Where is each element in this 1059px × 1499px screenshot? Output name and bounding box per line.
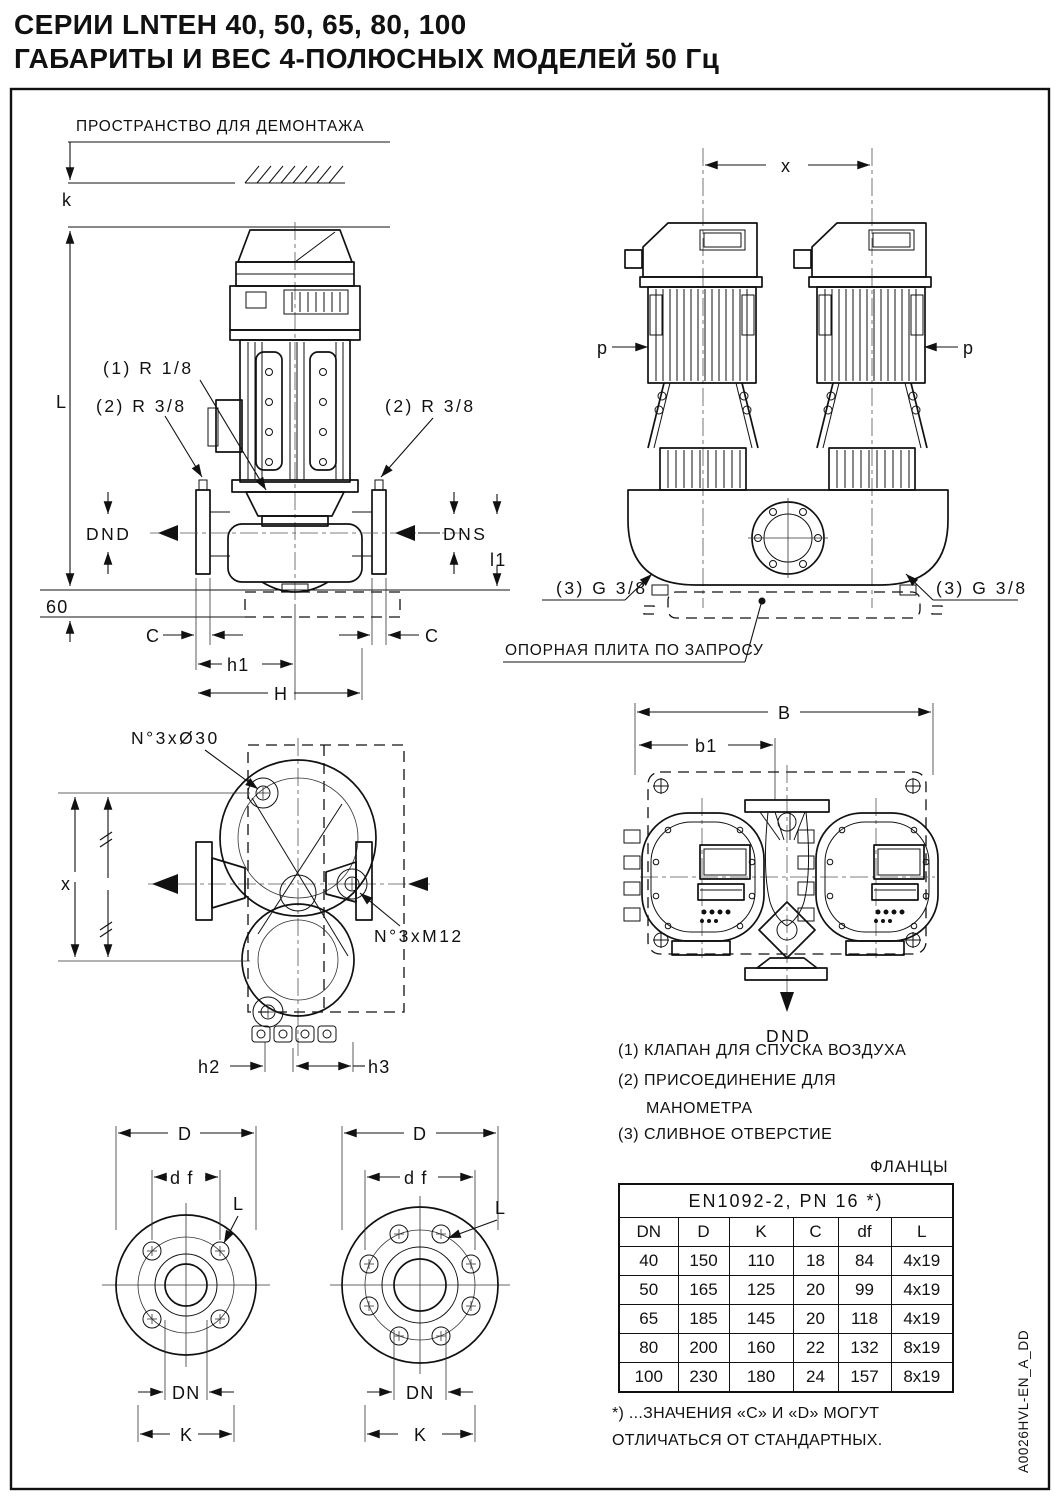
dim-c-right-label: C <box>425 626 440 646</box>
cell: 50 <box>619 1276 678 1305</box>
dnd-direction-arrow <box>780 992 794 1012</box>
motor-head-top <box>624 813 764 955</box>
flange-8holes-drawing <box>330 1124 510 1445</box>
cell: 165 <box>678 1276 729 1305</box>
table-row <box>619 1363 953 1393</box>
cell: 230 <box>678 1363 729 1393</box>
col-header-c: C <box>793 1218 838 1247</box>
disassembly-space-label: ПРОСТРАНСТВО ДЛЯ ДЕМОНТАЖА <box>76 118 365 135</box>
flange4-dim-DN: DN <box>172 1383 201 1403</box>
dim-h3-label: h3 <box>368 1057 391 1077</box>
flow-arrow-right <box>408 877 428 891</box>
cell: 18 <box>793 1247 838 1276</box>
cable-glands <box>252 1026 336 1042</box>
dnd-top-label: DND <box>766 1026 812 1046</box>
gauge-port-right-label: (2) R 3/8 <box>385 396 476 416</box>
flange8-dim-K: K <box>414 1425 428 1445</box>
cell: 40 <box>619 1247 678 1276</box>
flange8-dim-DN: DN <box>406 1383 435 1403</box>
front-view-drawing <box>503 148 1028 662</box>
flange8-dim-df: d f <box>404 1168 428 1188</box>
dim-h1-label: h1 <box>227 655 250 675</box>
cell: 22 <box>793 1334 838 1363</box>
dnd-label: DND <box>86 524 132 544</box>
cell: 100 <box>619 1363 678 1393</box>
cell: 4x19 <box>891 1305 953 1334</box>
dim-60-label: 60 <box>46 597 69 617</box>
flange-table-title: EN1092-2, PN 16 *) <box>619 1184 953 1218</box>
flange-table-container <box>618 1183 954 1393</box>
dim-H-label: H <box>274 684 289 704</box>
baseplate-outline <box>668 592 920 618</box>
dim-x-label: x <box>781 156 792 176</box>
hatch-area <box>245 166 343 183</box>
studs-note-label: N°3xM12 <box>374 926 464 946</box>
col-header-l: L <box>891 1218 953 1247</box>
drain-left-label: (3) G 3/8 <box>556 578 648 598</box>
dim-B-label: B <box>778 703 792 723</box>
cell: 8x19 <box>891 1334 953 1363</box>
dns-label: DNS <box>443 524 488 544</box>
cell: 84 <box>838 1247 891 1276</box>
cell: 200 <box>678 1334 729 1363</box>
cell: 8x19 <box>891 1363 953 1393</box>
flow-arrow-left <box>152 874 178 894</box>
page-title-line1: СЕРИИ LNTEH 40, 50, 65, 80, 100 <box>14 9 467 40</box>
dim-p-left-label: p <box>597 338 609 358</box>
col-header-df: df <box>838 1218 891 1247</box>
legend-item-2: (2) ПРИСОЕДИНЕНИЕ ДЛЯ <box>618 1072 837 1089</box>
counterflange-circles <box>248 778 367 1027</box>
dim-k-label: k <box>62 190 73 210</box>
footnote-line2: ОТЛИЧАТЬСЯ ОТ СТАНДАРТНЫХ. <box>612 1432 883 1450</box>
cell: 24 <box>793 1363 838 1393</box>
flange4-dim-L: L <box>233 1194 245 1214</box>
cell: 110 <box>729 1247 793 1276</box>
dim-h2-label: h2 <box>198 1057 221 1077</box>
dim-L-label: L <box>56 392 68 412</box>
table-row <box>619 1334 953 1363</box>
cell: 157 <box>838 1363 891 1393</box>
flange-4holes-drawing <box>102 1124 270 1445</box>
flange-table <box>618 1183 954 1393</box>
cell: 118 <box>838 1305 891 1334</box>
flange4-dim-K: K <box>180 1425 194 1445</box>
drain-right-label: (3) G 3/8 <box>936 578 1028 598</box>
flange4-dim-df: d f <box>170 1168 194 1188</box>
legend-item-3: (3) СЛИВНОЕ ОТВЕРСТИЕ <box>618 1126 833 1143</box>
cell: 4x19 <box>891 1276 953 1305</box>
side-view-drawing <box>40 118 510 704</box>
cell: 20 <box>793 1276 838 1305</box>
cell: 20 <box>793 1305 838 1334</box>
vent-port-label: (1) R 1/8 <box>103 358 194 378</box>
top-view-unit-drawing <box>624 703 938 1046</box>
flange4-dim-D: D <box>178 1124 193 1144</box>
top-view-pump-drawing <box>58 728 464 1077</box>
cell: 150 <box>678 1247 729 1276</box>
legend-item-2b: МАНОМЕТРА <box>646 1100 753 1117</box>
table-row <box>619 1276 953 1305</box>
cell: 185 <box>678 1305 729 1334</box>
col-header-k: K <box>729 1218 793 1247</box>
footnote-line1: *) ...ЗНАЧЕНИЯ «C» И «D» МОГУТ <box>612 1405 880 1422</box>
dim-b1-label: b1 <box>695 736 718 756</box>
baseplate-note-label: ОПОРНАЯ ПЛИТА ПО ЗАПРОСУ <box>505 642 764 659</box>
dim-l1-label: l1 <box>490 550 507 570</box>
cell: 180 <box>729 1363 793 1393</box>
document-code: A0026HVL-EN_A_DD <box>1016 1329 1031 1473</box>
dim-c-left-label: C <box>146 626 161 646</box>
holes-note-label: N°3xØ30 <box>131 728 220 748</box>
table-row <box>619 1305 953 1334</box>
cell: 160 <box>729 1334 793 1363</box>
cell: 80 <box>619 1334 678 1363</box>
table-row <box>619 1247 953 1276</box>
cell: 99 <box>838 1276 891 1305</box>
equal-marks <box>100 832 112 937</box>
flow-arrow-dnd <box>158 525 178 541</box>
cell: 65 <box>619 1305 678 1334</box>
pump-unit-front <box>625 223 762 490</box>
legend-item-1: (1) КЛАПАН ДЛЯ СПУСКА ВОЗДУХА <box>618 1042 907 1059</box>
col-header-d: D <box>678 1218 729 1247</box>
flange8-dim-L: L <box>495 1198 507 1218</box>
cell: 145 <box>729 1305 793 1334</box>
gauge-port-left-label: (2) R 3/8 <box>96 396 187 416</box>
flow-arrow-dns <box>395 525 415 541</box>
flange8-dim-D: D <box>413 1124 428 1144</box>
cell: 125 <box>729 1276 793 1305</box>
table-footnote <box>612 1400 882 1454</box>
dim-p-right-label: p <box>963 338 975 358</box>
cell: 4x19 <box>891 1247 953 1276</box>
flanges-section-title: ФЛАНЦЫ <box>870 1158 949 1176</box>
dim-x-vertical-label: x <box>61 874 72 894</box>
cell: 132 <box>838 1334 891 1363</box>
col-header-dn: DN <box>619 1218 678 1247</box>
page-title-line2: ГАБАРИТЫ И ВЕС 4-ПОЛЮСНЫХ МОДЕЛЕЙ 50 Гц <box>14 43 720 75</box>
